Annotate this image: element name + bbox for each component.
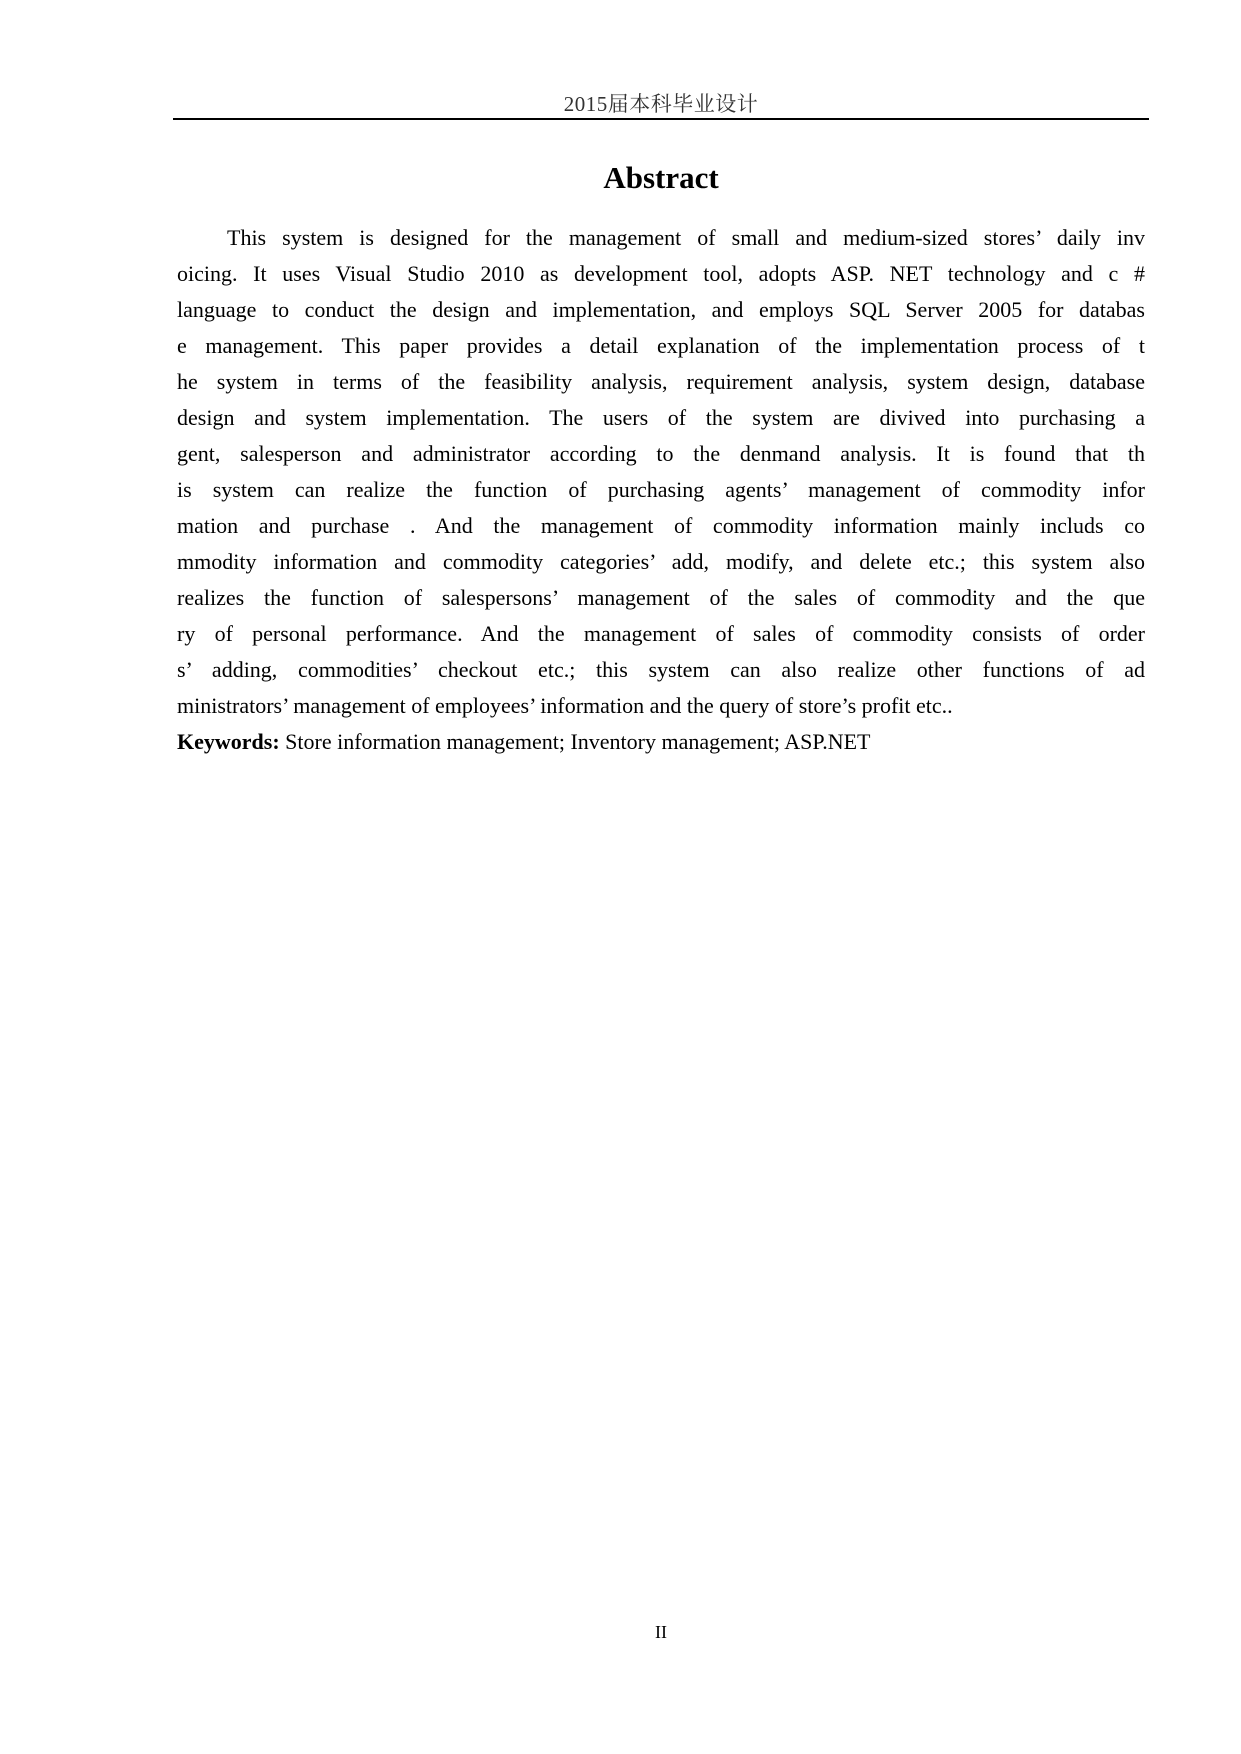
- abstract-line: mmodity information and commodity categories’ add, modify, and delete etc.; this system also: [177, 549, 1145, 574]
- abstract-line: language to conduct the design and implementation, and employs SQL Server 2005 for databas: [177, 297, 1145, 322]
- abstract-line: oicing. It uses Visual Studio 2010 as development tool, adopts ASP. NET technology and c #: [177, 261, 1145, 286]
- abstract-line: is system can realize the function of purchasing agents’ management of commodity infor: [177, 477, 1145, 502]
- abstract-line: s’ adding, commodities’ checkout etc.; this system can also realize other functions of ad: [177, 657, 1145, 682]
- header-rule: [173, 118, 1149, 120]
- page-header: 2015届本科毕业设计: [563, 92, 759, 116]
- abstract-line: ry of personal performance. And the management of sales of commodity consists of order: [177, 621, 1145, 646]
- abstract-line: realizes the function of salespersons’ management of the sales of commodity and the que: [177, 585, 1145, 610]
- keywords: [177, 724, 1145, 760]
- keywords-text: Store information management; Inventory management; ASP.NET: [279, 729, 871, 754]
- abstract-title: Abstract: [603, 160, 719, 195]
- abstract-line: mation and purchase . And the management of commodity information mainly includs co: [177, 513, 1145, 538]
- abstract-line: e management. This paper provides a detail explanation of the implementation process of t: [177, 333, 1145, 358]
- page-number: II: [655, 1622, 667, 1642]
- abstract-line: he system in terms of the feasibility analysis, requirement analysis, system design, database: [177, 369, 1145, 394]
- abstract-line: This system is designed for the management of small and medium-sized stores’ daily inv: [227, 225, 1145, 250]
- abstract-line: gent, salesperson and administrator according to the denmand analysis. It is found that th: [177, 441, 1145, 466]
- keywords-label: Keywords:: [177, 729, 280, 754]
- abstract-body: [177, 220, 1145, 760]
- abstract-line: design and system implementation. The users of the system are divived into purchasing a: [177, 405, 1145, 430]
- abstract-line: ministrators’ management of employees’ information and the query of store’s profit etc..: [177, 693, 953, 718]
